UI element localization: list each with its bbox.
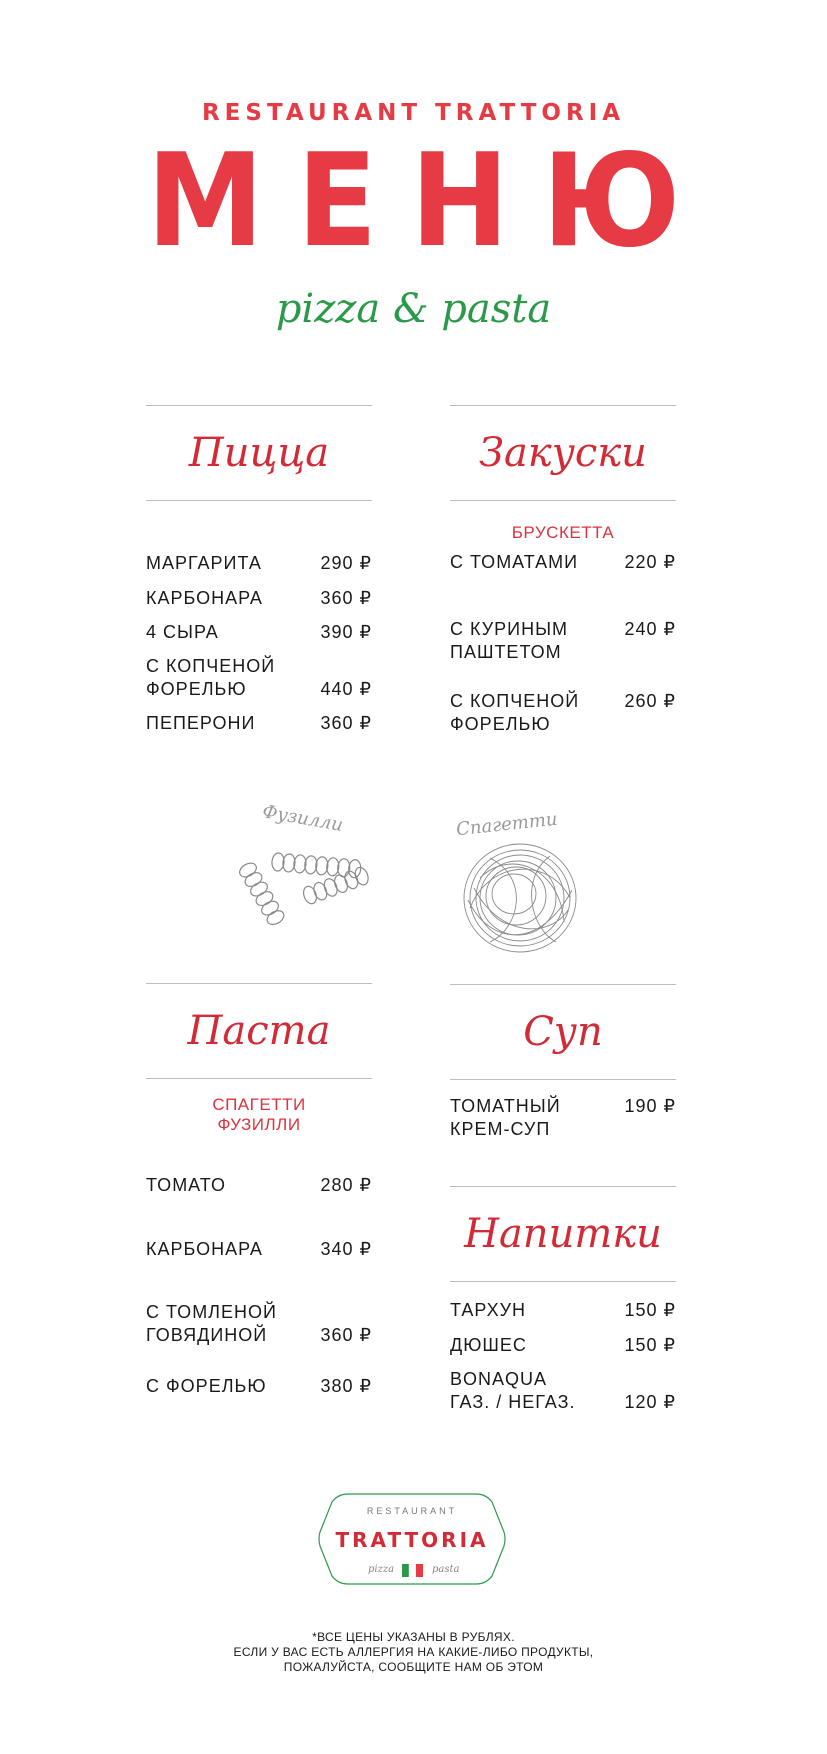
item-price: 150 ₽ (624, 1335, 676, 1355)
item-price: 340 ₽ (320, 1239, 372, 1259)
section-soup (450, 984, 676, 1144)
item-price: 440 ₽ (320, 679, 372, 699)
italian-flag-icon (402, 1564, 423, 1577)
section-header (450, 1186, 676, 1282)
fusilli-label: Фузилли (260, 801, 345, 836)
page-subtitle: pizza & pasta (275, 286, 552, 332)
item-price: 360 ₽ (320, 713, 372, 733)
item-price: 260 ₽ (624, 691, 676, 711)
menu-item (146, 621, 372, 644)
section-title: Пицца (188, 430, 330, 476)
section-title: Напитки (464, 1211, 662, 1257)
section-header (146, 983, 372, 1079)
footnote: *ВСЕ ЦЕНЫ УКАЗАНЫ В РУБЛЯХ. ЕСЛИ У ВАС ЕСТЬ АЛЛЕРГИЯ НА КАКИЕ-ЛИБО ПРОДУКТЫ, ПОЖАЛУЙСТА, СООБЩИТЕ НАМ ОБ ЭТОМ (233, 1630, 594, 1674)
menu-item (146, 1238, 372, 1261)
section-title: Суп (523, 1009, 603, 1055)
fusilli-pasta-icon (238, 840, 386, 940)
menu-item (450, 1095, 676, 1141)
brand-name: RESTAURANT TRATTORIA (201, 100, 626, 126)
item-price: 290 ₽ (320, 553, 372, 573)
logo-restaurant-text: RESTAURANT (366, 1506, 458, 1516)
menu-item (146, 552, 372, 575)
menu-item (146, 712, 372, 735)
item-name: ТОМАТО (146, 1175, 226, 1195)
item-name: ПЕПЕРОНИ (146, 713, 256, 733)
item-price: 220 ₽ (624, 552, 676, 572)
section-title: Паста (187, 1008, 331, 1054)
item-name: ТОМАТНЫЙ КРЕМ-СУП (450, 1096, 561, 1139)
item-price: 390 ₽ (320, 622, 372, 642)
item-name: ДЮШЕС (450, 1335, 527, 1355)
menu-item (146, 1301, 372, 1347)
section-subheading: БРУСКЕТТА (511, 523, 615, 542)
menu-item (146, 655, 372, 701)
item-name: С КУРИНЫМ ПАШТЕТОМ (450, 619, 568, 662)
section-header (146, 405, 372, 501)
logo-pasta-text: pasta (432, 1564, 460, 1575)
menu-item (450, 1299, 676, 1322)
item-price: 360 ₽ (320, 588, 372, 608)
item-name: КАРБОНАРА (146, 1239, 263, 1259)
item-price: 120 ₽ (624, 1392, 676, 1412)
logo-trattoria-text: TRATTORIA (335, 1528, 489, 1552)
spaghetti-nest-icon (460, 838, 580, 958)
item-name: С ТОМАТАМИ (450, 552, 579, 572)
item-name: С КОПЧЕНОЙ ФОРЕЛЬЮ (146, 656, 276, 699)
menu-item (146, 587, 372, 610)
menu-item (450, 618, 676, 664)
item-name: ТАРХУН (450, 1300, 527, 1320)
item-name: КАРБОНАРА (146, 588, 263, 608)
section-subheading: СПАГЕТТИ ФУЗИЛЛИ (212, 1095, 306, 1134)
section-title: Закуски (479, 430, 647, 476)
item-price: 240 ₽ (624, 619, 676, 639)
menu-item (450, 1368, 676, 1414)
item-price: 150 ₽ (624, 1300, 676, 1320)
item-name: МАРГАРИТА (146, 553, 262, 573)
logo-pizza-text: pizza (368, 1564, 395, 1575)
spaghetti-label: Спагетти (455, 808, 559, 841)
item-name: С ТОМЛЕНОЙ ГОВЯДИНОЙ (146, 1302, 277, 1345)
item-name: С КОПЧЕНОЙ ФОРЕЛЬЮ (450, 691, 580, 734)
section-pasta (146, 983, 372, 1423)
item-name: С ФОРЕЛЬЮ (146, 1376, 267, 1396)
section-pizza (146, 405, 372, 745)
section-drinks (450, 1186, 676, 1416)
menu-item (146, 1375, 372, 1398)
item-price: 380 ₽ (320, 1376, 372, 1396)
section-snacks (450, 405, 676, 745)
menu-item (146, 1174, 372, 1197)
section-header (450, 984, 676, 1080)
menu-item (450, 690, 676, 736)
menu-item (450, 1334, 676, 1357)
item-name: BONAQUA ГАЗ. / НЕГАЗ. (450, 1369, 576, 1412)
section-header (450, 405, 676, 501)
page-title: МЕНЮ (146, 127, 714, 276)
item-price: 360 ₽ (320, 1325, 372, 1345)
menu-item (450, 551, 676, 574)
item-price: 280 ₽ (320, 1175, 372, 1195)
item-price: 190 ₽ (624, 1096, 676, 1116)
item-name: 4 СЫРА (146, 622, 219, 642)
